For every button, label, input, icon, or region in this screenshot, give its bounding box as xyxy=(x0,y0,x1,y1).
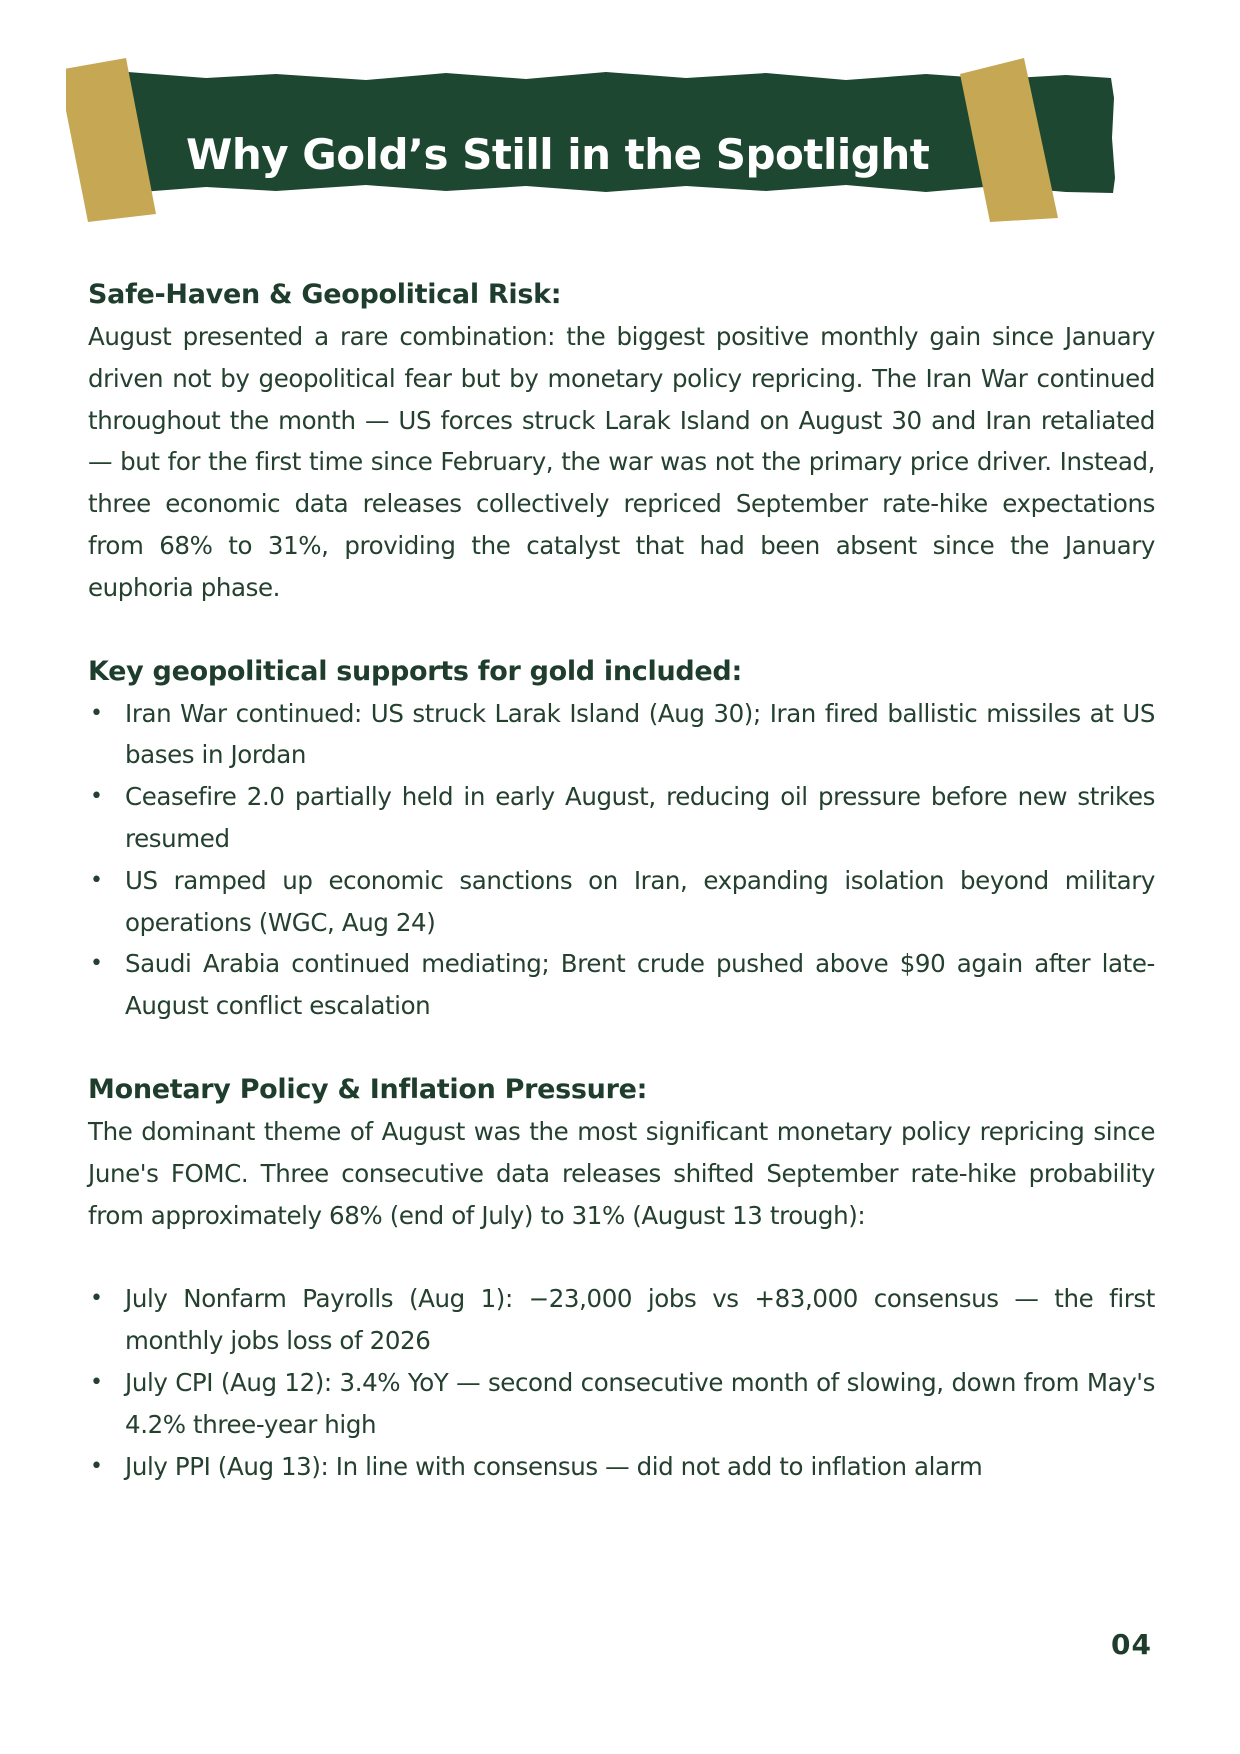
bullet-icon: • xyxy=(90,700,103,726)
list-item: • July CPI (Aug 12): 3.4% YoY — second consecutive month of slowing, down from May's 4.2% three-year high xyxy=(88,1362,1155,1446)
spacer xyxy=(88,1236,1155,1278)
monetary-policy-paragraph: The dominant theme of August was the most significant monetary policy repricing since June's FOMC. Three consecutive data releases shifted September rate-hike probability from approximately 68% (end of July) to 31% (August 13 trough): xyxy=(88,1116,1155,1230)
page-title: Why Gold’s Still in the Spotlight xyxy=(186,130,930,179)
spacer xyxy=(88,1027,1155,1069)
bullet-icon: • xyxy=(90,1369,103,1395)
section-heading-geopolitical-supports: Key geopolitical supports for gold included: xyxy=(88,655,742,687)
section-heading-monetary-policy: Monetary Policy & Inflation Pressure: xyxy=(88,1073,648,1105)
bullet-icon: • xyxy=(90,867,103,893)
data-releases-list xyxy=(88,1278,1155,1487)
main-content xyxy=(88,274,1155,1487)
bullet-icon: • xyxy=(90,1286,103,1312)
list-item: • US ramped up economic sanctions on Iran, expanding isolation beyond military operations (WGC, Aug 24) xyxy=(88,860,1155,944)
spacer xyxy=(88,609,1155,651)
list-item: • Saudi Arabia continued mediating; Brent crude pushed above $90 again after late-August conflict escalation xyxy=(88,943,1155,1027)
list-item: • Ceasefire 2.0 partially held in early August, reducing oil pressure before new strikes resumed xyxy=(88,776,1155,860)
list-item: • July Nonfarm Payrolls (Aug 1): −23,000 jobs vs +83,000 consensus — the first monthly jobs loss of 2026 xyxy=(88,1278,1155,1362)
section-heading-safe-haven: Safe-Haven & Geopolitical Risk: xyxy=(88,279,562,310)
list-item: • Iran War continued: US struck Larak Island (Aug 30); Iran fired ballistic missiles at US bases in Jordan xyxy=(88,693,1155,777)
page-number: 04 xyxy=(1111,1628,1152,1661)
bullet-icon: • xyxy=(90,784,103,810)
geopolitical-supports-list xyxy=(88,693,1155,1027)
header-banner xyxy=(66,58,1180,254)
bullet-icon: • xyxy=(90,951,103,977)
bullet-icon: • xyxy=(90,1453,103,1479)
list-item: • July PPI (Aug 13): In line with consensus — did not add to inflation alarm xyxy=(88,1446,1155,1488)
safe-haven-paragraph: August presented a rare combination: the biggest positive monthly gain since January driven not by geopolitical fear but by monetary policy repricing. The Iran War continued throughout the month — US forces struck Larak Island on August 30 and Iran retaliated — but for the first time since February, the war was not the primary price driver. Instead, three economic data releases collectively repriced September rate-hike expectations from 68% to 31%, providing the catalyst that had been absent since the January euphoria phase. xyxy=(88,322,1155,602)
